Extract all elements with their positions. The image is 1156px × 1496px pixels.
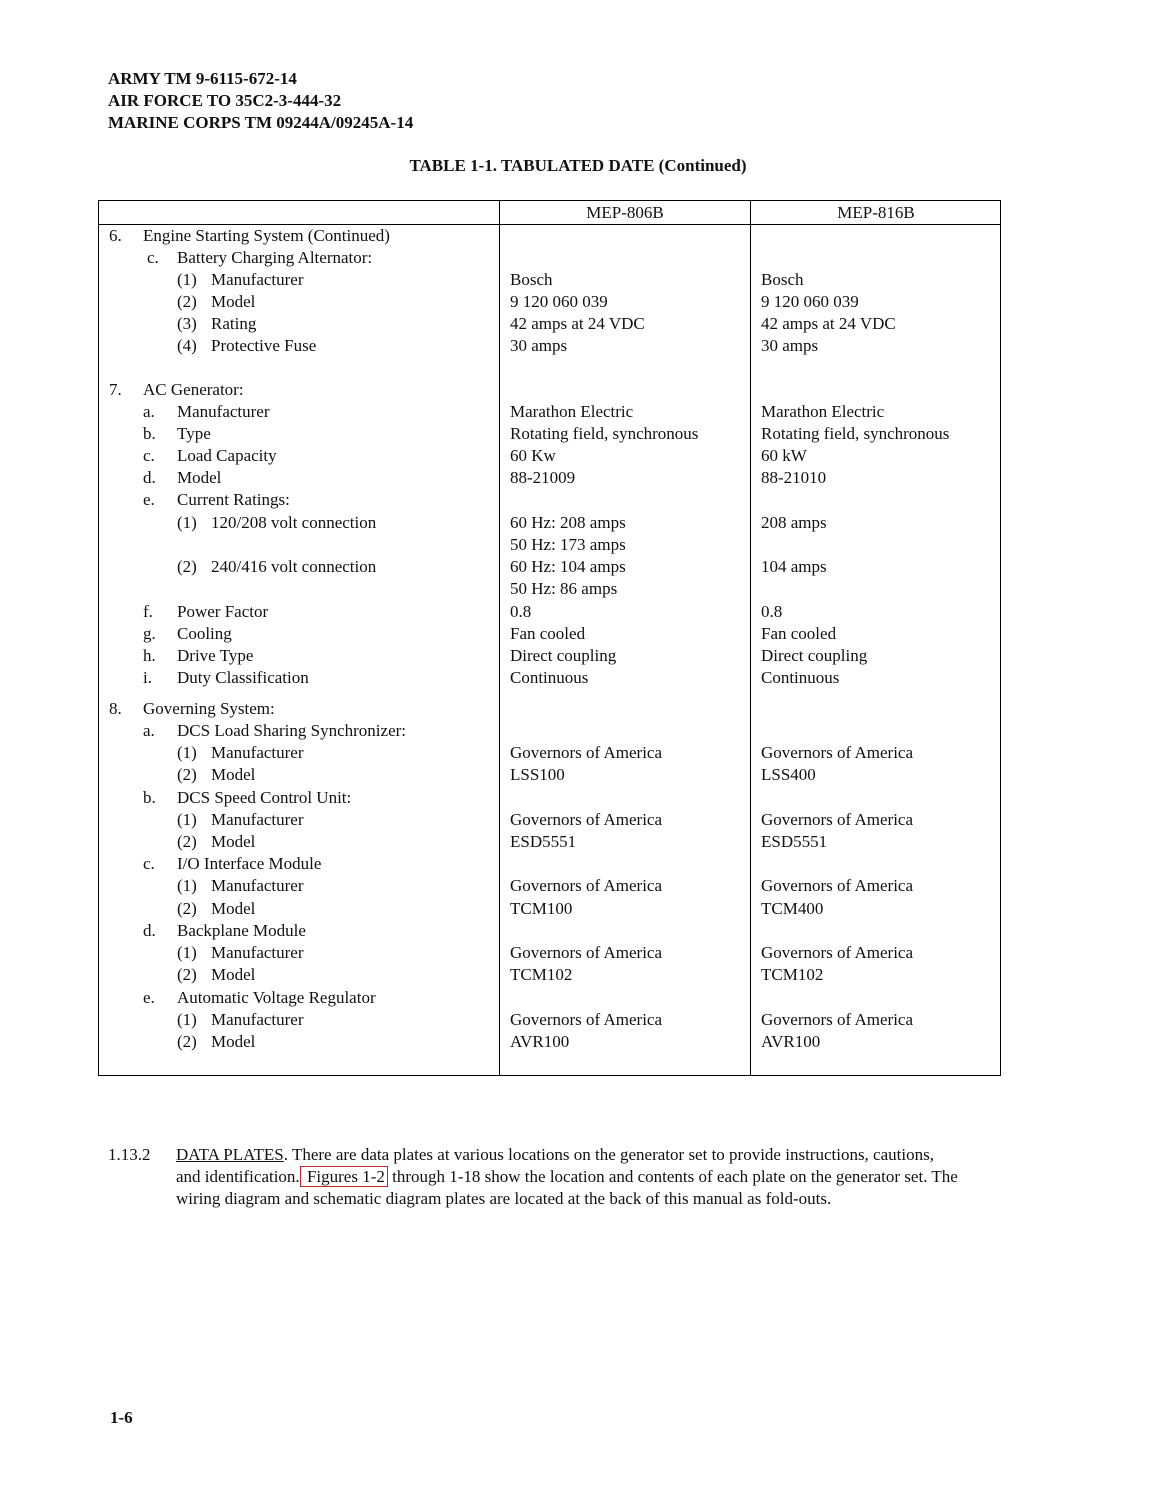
table-row [99,764,1000,786]
row-label: 120/208 volt connection [211,513,377,532]
row-label: I/O Interface Module [177,854,322,873]
table-row [99,445,1000,467]
row-value-mep-806b: 9 120 060 039 [510,292,608,311]
row-label: Type [177,424,211,443]
row-value-mep-816b: Fan cooled [761,624,837,643]
row-number: (1) [177,270,197,289]
row-value-mep-816b: 0.8 [761,602,783,621]
table-row [99,942,1000,964]
row-value-mep-816b: TCM102 [761,965,824,984]
table-row [99,987,1000,1009]
row-value-mep-806b: 50 Hz: 173 amps [510,535,626,554]
row-value-mep-806b: LSS100 [510,765,565,784]
table-row [99,291,1000,313]
row-label: Model [211,965,256,984]
row-label: Drive Type [177,646,254,665]
row-label: Duty Classification [177,668,309,687]
table-row [99,601,1000,623]
row-label: Manufacturer [211,1010,304,1029]
row-value-mep-816b: Governors of America [761,876,914,895]
row-label: Manufacturer [211,810,304,829]
row-label: Automatic Voltage Regulator [177,988,376,1007]
row-label: Power Factor [177,602,269,621]
page-number: 1-6 [110,1408,133,1427]
row-value-mep-816b: 104 amps [761,557,827,576]
row-number: a. [143,721,155,740]
row-label: Manufacturer [211,876,304,895]
column-header-mep-816b: MEP-816B [837,203,915,222]
row-number: (1) [177,943,197,962]
row-label: Model [211,832,256,851]
row-label: Manufacturer [211,943,304,962]
table-row [99,964,1000,986]
row-value-mep-806b: 60 Hz: 104 amps [510,557,626,576]
table-row [99,853,1000,875]
row-value-mep-806b: 30 amps [510,336,568,355]
row-value-mep-816b: Governors of America [761,743,914,762]
row-number: (2) [177,292,197,311]
row-value-mep-806b: Governors of America [510,810,663,829]
document-header [108,68,413,134]
row-value-mep-816b: Bosch [761,270,804,289]
table-row [99,920,1000,942]
row-number: (1) [177,876,197,895]
table-row [99,313,1000,335]
row-number: g. [143,624,156,643]
table-row [99,1031,1000,1053]
row-number: (2) [177,832,197,851]
table-row [99,720,1000,742]
row-number: (2) [177,1032,197,1051]
table-row [99,489,1000,511]
row-value-mep-806b: TCM102 [510,965,573,984]
header-air-force: AIR FORCE TO 35C2-3-444-32 [108,91,342,110]
row-number: i. [143,668,152,687]
row-value-mep-806b: Rotating field, synchronous [510,424,699,443]
table-row [99,742,1000,764]
table-row [99,667,1000,689]
row-value-mep-816b: 9 120 060 039 [761,292,859,311]
row-number: d. [143,468,156,487]
row-number: 7. [109,380,122,399]
table-row [99,898,1000,920]
row-label: Engine Starting System (Continued) [143,226,390,245]
figures-link[interactable]: Figures 1-2 [300,1166,388,1187]
table-title: TABLE 1-1. TABULATED DATE (Continued) [409,156,747,175]
table-row [99,335,1000,357]
table-row [99,787,1000,809]
row-value-mep-816b: Marathon Electric [761,402,885,421]
row-number: (3) [177,314,197,333]
row-label: DCS Speed Control Unit: [177,788,352,807]
table-row [99,645,1000,667]
row-value-mep-806b: Fan cooled [510,624,586,643]
row-label: Model [177,468,222,487]
row-label: Manufacturer [211,270,304,289]
row-value-mep-816b: 42 amps at 24 VDC [761,314,896,333]
row-value-mep-806b: Governors of America [510,876,663,895]
row-number: h. [143,646,156,665]
row-value-mep-806b: 50 Hz: 86 amps [510,579,618,598]
row-value-mep-816b: 30 amps [761,336,819,355]
table-row [99,578,1000,600]
row-number: (2) [177,557,197,576]
column-header-mep-806b: MEP-806B [586,203,664,222]
row-value-mep-806b: Bosch [510,270,553,289]
row-label: 240/416 volt connection [211,557,377,576]
row-number: f. [143,602,153,621]
row-label: Cooling [177,624,232,643]
row-value-mep-806b: TCM100 [510,899,573,918]
row-number: (1) [177,1010,197,1029]
row-value-mep-806b: Governors of America [510,743,663,762]
table-row [99,875,1000,897]
table-row [99,1009,1000,1031]
paragraph-line3: wiring diagram and schematic diagram plates are located at the back of this manual as fold-outs. [176,1189,832,1208]
row-value-mep-816b: 88-21010 [761,468,827,487]
row-value-mep-816b: LSS400 [761,765,816,784]
row-label: Load Capacity [177,446,277,465]
tabulated-data-table [98,200,1001,1076]
table-row [99,698,1000,720]
row-value-mep-816b: Rotating field, synchronous [761,424,950,443]
row-label: Rating [211,314,257,333]
row-value-mep-816b: 208 amps [761,513,827,532]
row-value-mep-806b: 42 amps at 24 VDC [510,314,645,333]
table-row [99,467,1000,489]
row-value-mep-806b: ESD5551 [510,832,577,851]
row-label: Model [211,899,256,918]
row-number: c. [143,854,155,873]
row-label: Model [211,292,256,311]
row-value-mep-806b: 88-21009 [510,468,576,487]
table-row [99,831,1000,853]
table-row [99,809,1000,831]
row-number: (2) [177,899,197,918]
row-number: (1) [177,513,197,532]
header-army: ARMY TM 9-6115-672-14 [108,69,297,88]
header-marine-corps: MARINE CORPS TM 09244A/09245A-14 [108,113,414,132]
paragraph-line2-end: through 1-18 show the location and contents of each plate on the generator set. The [387,1167,958,1186]
row-label: Governing System: [143,699,275,718]
paragraph-line1: . There are data plates at various locations on the generator set to provide instructions, cautions, [283,1145,934,1164]
row-value-mep-816b: Continuous [761,668,840,687]
table-row [99,512,1000,534]
row-number: d. [143,921,156,940]
table-row [99,247,1000,269]
row-value-mep-806b: 60 Hz: 208 amps [510,513,626,532]
row-number: 8. [109,699,122,718]
row-number: (4) [177,336,197,355]
row-value-mep-816b: Direct coupling [761,646,868,665]
row-value-mep-816b: ESD5551 [761,832,828,851]
paragraph-heading: DATA PLATES [176,1145,284,1164]
table-row [99,534,1000,556]
row-number: b. [143,788,156,807]
row-value-mep-806b: 60 Kw [510,446,556,465]
row-number: (1) [177,743,197,762]
row-label: Backplane Module [177,921,306,940]
paragraph-line2-start: and identification. [176,1167,300,1186]
row-value-mep-806b: AVR100 [510,1032,570,1051]
table-row [99,379,1000,401]
row-number: e. [143,490,155,509]
row-label: Protective Fuse [211,336,317,355]
row-number: b. [143,424,156,443]
row-label: AC Generator: [143,380,244,399]
row-value-mep-816b: 60 kW [761,446,807,465]
row-number: a. [143,402,155,421]
row-value-mep-816b: Governors of America [761,943,914,962]
row-label: DCS Load Sharing Synchronizer: [177,721,406,740]
row-value-mep-816b: Governors of America [761,1010,914,1029]
row-label: Current Ratings: [177,490,290,509]
paragraph-body [176,1144,1056,1210]
row-value-mep-816b: TCM400 [761,899,824,918]
row-number: (2) [177,765,197,784]
row-value-mep-806b: Marathon Electric [510,402,634,421]
row-number: 6. [109,226,122,245]
row-value-mep-806b: Governors of America [510,1010,663,1029]
row-number: (1) [177,810,197,829]
row-value-mep-816b: AVR100 [761,1032,821,1051]
table-row [99,623,1000,645]
paragraph-number: 1.13.2 [108,1145,151,1164]
row-number: c. [147,248,159,267]
row-value-mep-806b: Governors of America [510,943,663,962]
table-row [99,401,1000,423]
row-label: Model [211,1032,256,1051]
row-label: Model [211,765,256,784]
row-value-mep-806b: 0.8 [510,602,532,621]
row-value-mep-816b: Governors of America [761,810,914,829]
row-value-mep-806b: Direct coupling [510,646,617,665]
row-label: Battery Charging Alternator: [177,248,373,267]
table-row [99,225,1000,247]
table-row [99,556,1000,578]
table-row [99,269,1000,291]
row-label: Manufacturer [177,402,270,421]
row-number: e. [143,988,155,1007]
row-value-mep-806b: Continuous [510,668,589,687]
row-label: Manufacturer [211,743,304,762]
row-number: (2) [177,965,197,984]
row-number: c. [143,446,155,465]
table-row [99,423,1000,445]
